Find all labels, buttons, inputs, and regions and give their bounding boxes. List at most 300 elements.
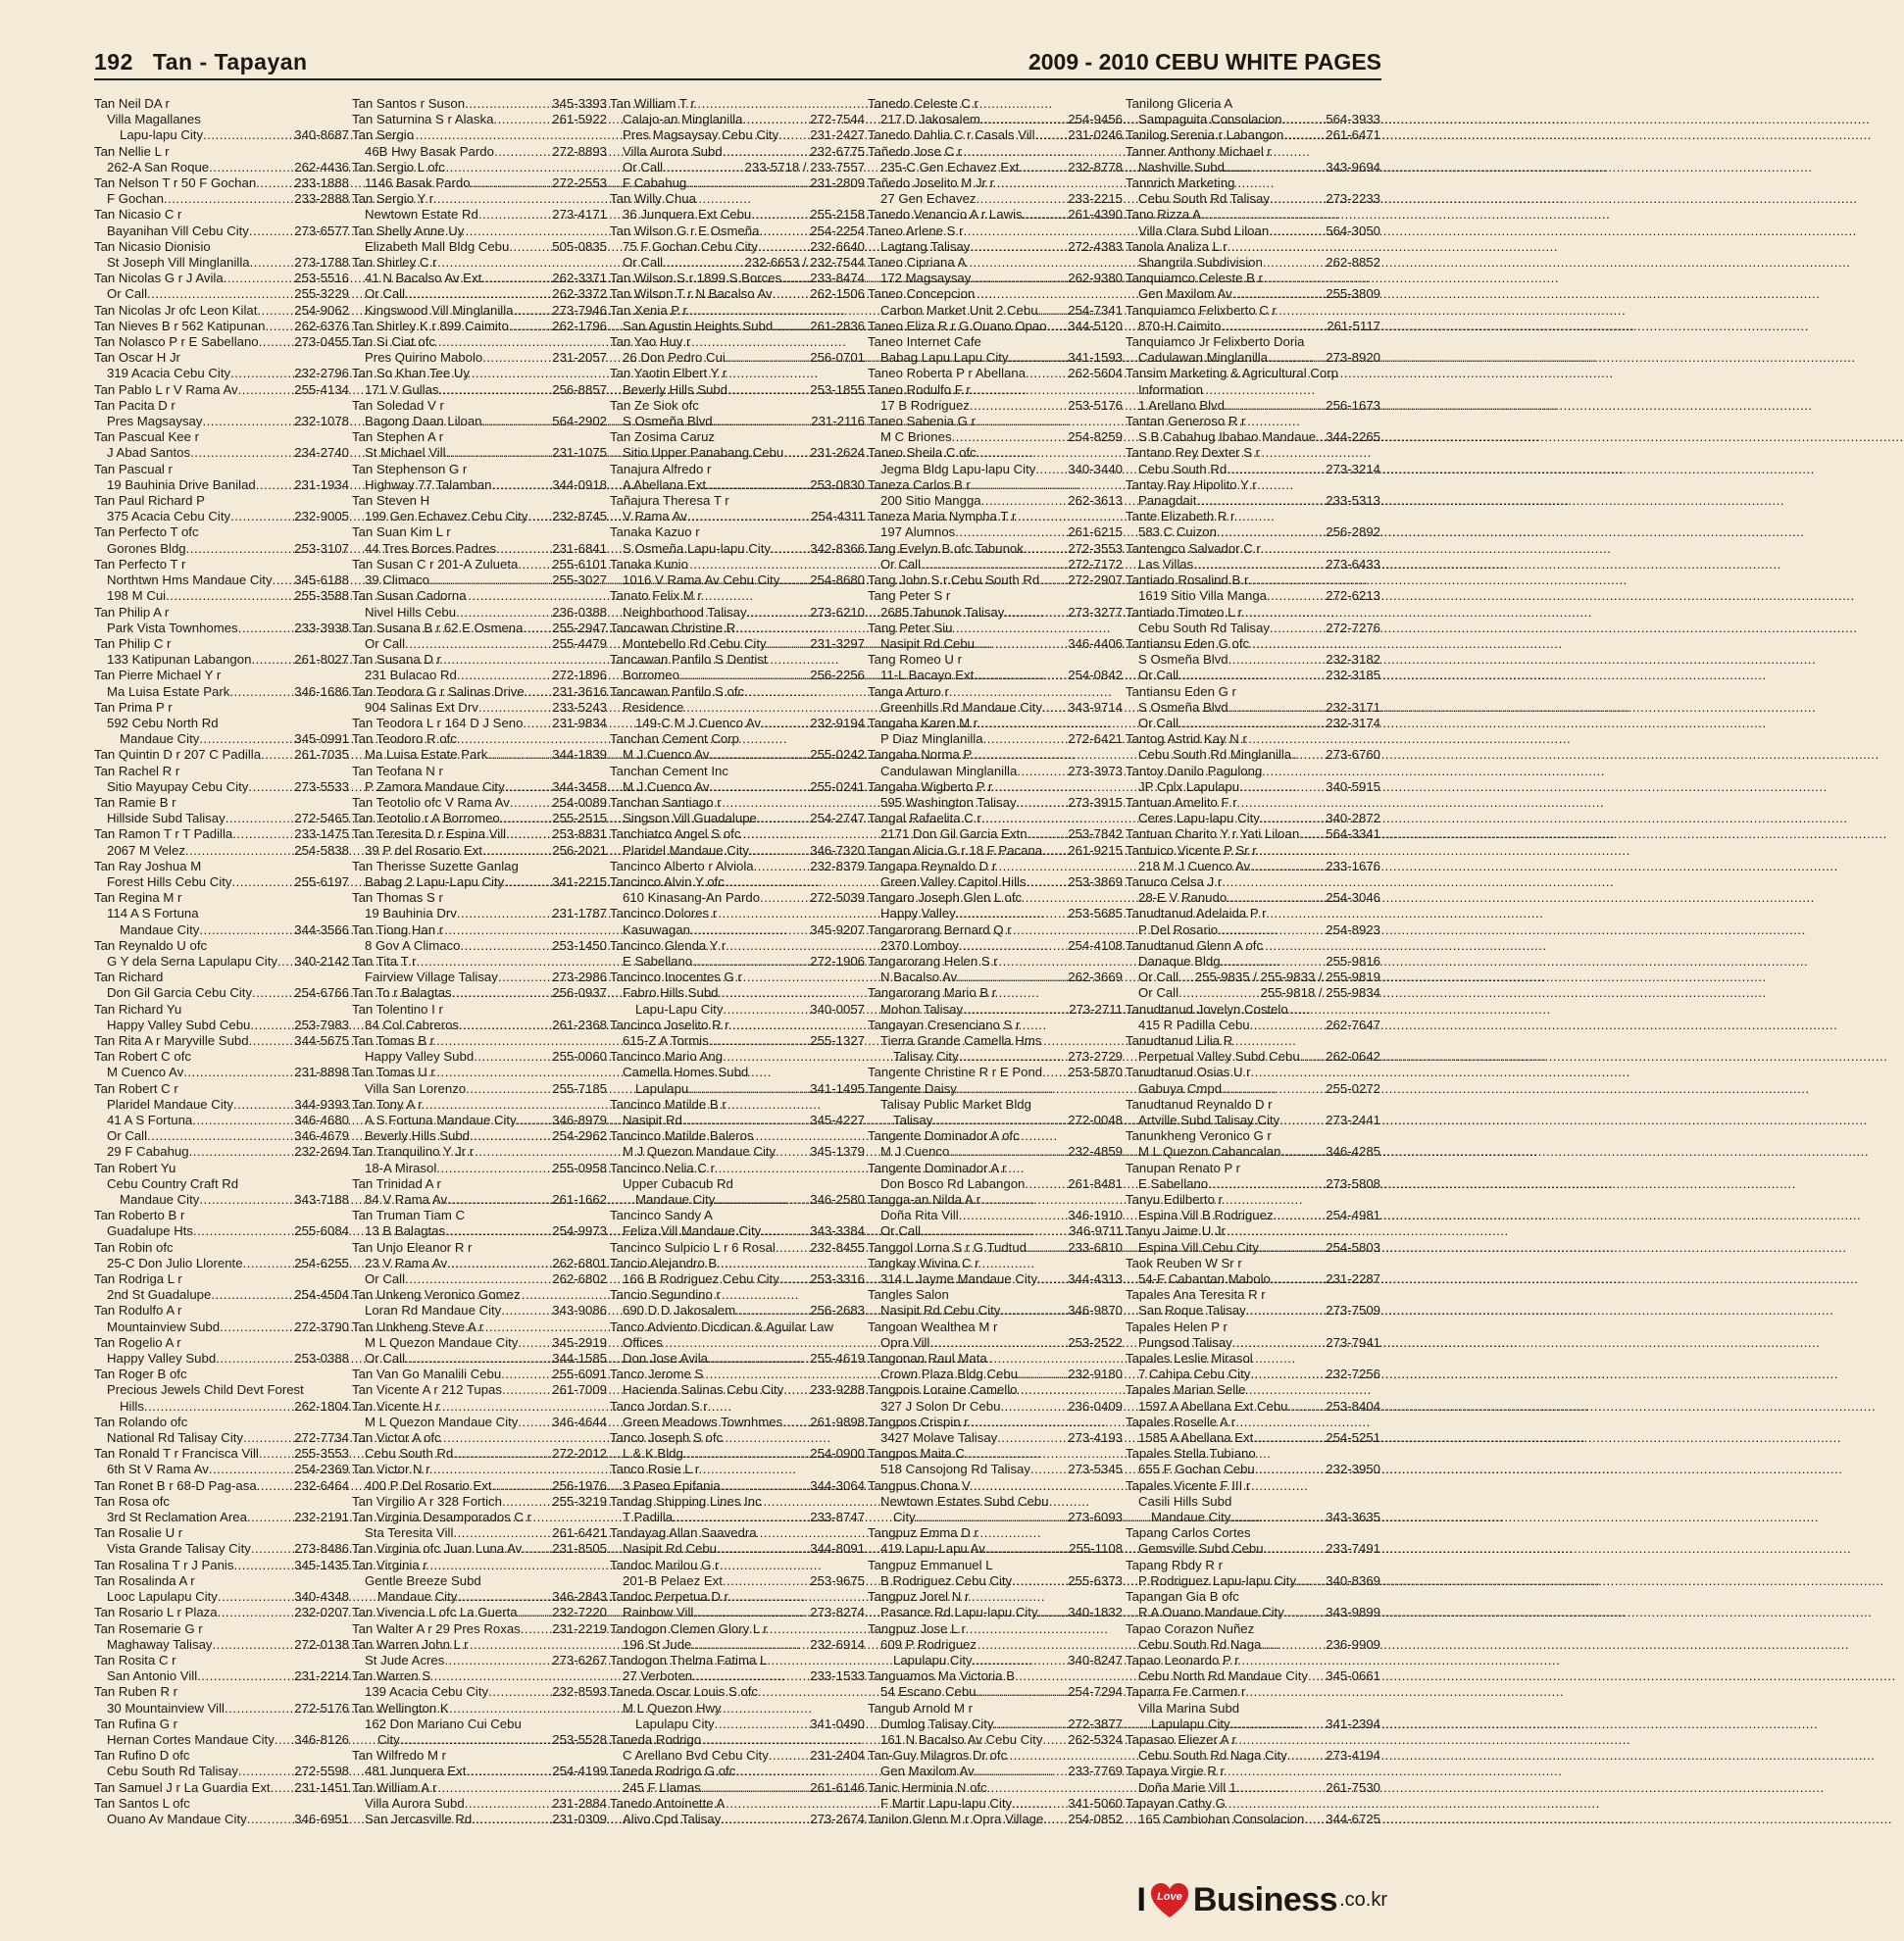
dot-leader [250, 255, 295, 271]
listing-entry [610, 160, 865, 175]
listing-name: Tan-Guy Milagros Dr ofc [868, 1748, 1008, 1764]
listing-entry [94, 985, 349, 1001]
listing-name: Tan Prima P r [94, 699, 173, 715]
listing-name: 133 Katipunan Labangon [107, 652, 252, 668]
listing-name: Tan Teofana N r [352, 763, 443, 778]
phone-number: 253-3107 [294, 540, 349, 556]
footer-logo [1136, 1881, 1387, 1919]
listing-name: Tangga-an Nilda A r [868, 1192, 981, 1208]
phone-number: 255-0060 [552, 1049, 607, 1065]
listing-name: Lapu-Lapu City [635, 1001, 724, 1017]
listing-name: Tangub Arnold M r [868, 1700, 974, 1716]
listing-entry [868, 1335, 1123, 1351]
phone-number: 232-9194 [810, 715, 865, 730]
phone-number: 272-5176 [294, 1700, 349, 1716]
phone-number: 254-0842 [1068, 668, 1123, 683]
listing-name: 75 F Gochan Cebu City [623, 238, 758, 254]
dot-leader [1269, 224, 1326, 239]
listing-entry [94, 874, 349, 890]
listing-entry [94, 303, 349, 319]
listing-name: 46B Hwy Basak Pardo [365, 143, 494, 159]
listing-name: Tangal Rafaelita C r [868, 811, 981, 826]
listing-columns [94, 96, 1384, 1874]
phone-number: 261-7530 [1326, 1779, 1380, 1795]
listing-name: Happy Valley Subd Cebu [107, 1017, 251, 1032]
listing-name: Sitio Mayupay Cebu City [107, 778, 249, 794]
listing-name: Tan Vicente H r [352, 1398, 440, 1414]
listing-column-4 [868, 96, 1126, 1874]
listing-entry [94, 541, 349, 557]
phone-number: 273-7941 [1326, 1334, 1380, 1350]
listing-name: Tapales Roselle A r [1126, 1414, 1236, 1429]
listing-entry [352, 1018, 607, 1033]
listing-name: Tangapa Reynaldo D r [868, 858, 997, 873]
listing-entry [610, 239, 865, 255]
listing-name: Tan Victor N r [352, 1462, 430, 1477]
listing-name: Tan Van Go Manalili Cebu [352, 1367, 502, 1382]
phone-number: 342-8366 [810, 540, 865, 556]
listing-entry [610, 779, 865, 795]
listing-entry [94, 477, 349, 493]
listing-name: 139 Acacia Cebu City [365, 1684, 489, 1700]
phone-number: 236-9909 [1326, 1636, 1380, 1652]
phone-number: 255-0241 [810, 778, 865, 794]
listing-entry [352, 811, 607, 826]
listing-name: Tangpois Loraine Camello [868, 1382, 1018, 1398]
phone-number: 232-3171 [1326, 699, 1380, 715]
phone-number: 341-1593 [1068, 350, 1123, 366]
listing-name: 200 Sitio Mangga [880, 493, 981, 509]
dot-leader [482, 843, 552, 859]
listing-name: City [893, 1510, 916, 1525]
dot-leader [445, 1223, 552, 1239]
listing-entry [868, 462, 1123, 477]
dot-leader [238, 1764, 294, 1779]
dot-leader [230, 366, 294, 381]
dot-leader [251, 1541, 294, 1557]
listing-entry [1126, 1510, 1380, 1525]
phone-number: 232-6640 [810, 238, 865, 254]
listing-name: Northtwn Hms Mandaue City [107, 572, 273, 588]
dot-leader [776, 1144, 810, 1160]
listing-entry [1126, 1335, 1380, 1351]
dot-leader [273, 572, 295, 588]
listing-entry [352, 1303, 607, 1319]
listing-entry [610, 445, 865, 461]
listing-name: Don Gil Garcia Cebu City [107, 985, 253, 1001]
dot-leader [144, 1399, 294, 1415]
listing-name: Taneo Sabenia G r [868, 414, 976, 429]
listing-name: Tan Nicasio C r [94, 207, 182, 223]
listing-name: Tancinco Joselito R r [610, 1017, 729, 1032]
listing-name: 1146 Basak Pardo [365, 175, 471, 191]
phone-number: 253-3869 [1068, 873, 1123, 889]
listing-entry [94, 175, 349, 191]
listing-name: 375 Acacia Cebu City [107, 509, 231, 524]
phone-number: 340-1832 [1068, 1605, 1123, 1620]
phone-number: 273-5345 [1068, 1462, 1123, 1477]
listing-name: Or Call [365, 1271, 406, 1287]
listing-name: Tancinco Mario Ang [610, 1049, 724, 1065]
listing-entry [352, 1081, 607, 1097]
listing-name: Or Call [1138, 715, 1179, 730]
dot-leader [1274, 1208, 1327, 1223]
listing-name: 27 Gen Echavez [880, 191, 977, 207]
dot-leader [715, 1192, 810, 1208]
listing-name: L & K Bldg [623, 1446, 683, 1462]
listing-name: Or Call [623, 255, 664, 271]
listing-entry [1126, 1605, 1380, 1620]
listing-name: Taneo Concepcion [868, 286, 976, 302]
listing-name: Calajo-an Minglanilla [623, 112, 743, 127]
listing-entry [868, 350, 1123, 366]
dot-leader [773, 286, 811, 302]
listing-entry [94, 1462, 349, 1477]
listing-entry [610, 716, 865, 731]
phone-number: 343-7188 [294, 1192, 349, 1208]
listing-name: Taok Reuben W Sr r [1126, 1255, 1242, 1270]
listing-name: Or Call [107, 1128, 148, 1144]
dot-leader [758, 239, 810, 255]
dot-leader [459, 1018, 552, 1033]
listing-entry [1126, 1541, 1380, 1557]
listing-name: Tan Teresita D r Espina Vill [352, 826, 507, 842]
listing-name: Candulawan Minglanilla [880, 763, 1018, 778]
dot-leader [769, 1748, 810, 1764]
dot-leader [509, 319, 552, 334]
listing-name: Tanco Rosie L r [610, 1462, 700, 1477]
listing-name: Tanchan Cement Inc [610, 763, 728, 778]
listing-entry [1126, 1208, 1380, 1223]
phone-number: 231-2624 [810, 445, 865, 461]
dot-leader [742, 112, 810, 127]
listing-entry [1126, 779, 1380, 795]
listing-name: 690 D D Jakosalem [623, 1303, 736, 1319]
phone-number: 261-6471 [1326, 127, 1380, 143]
listing-name: Taneo Sheila C ofc [868, 445, 977, 461]
phone-number: 254-2369 [294, 1462, 349, 1477]
listing-entry [94, 1764, 349, 1779]
listing-name: Tan Rachel R r [94, 763, 180, 778]
phone-number: 254-9456 [1068, 112, 1123, 127]
dot-leader [1230, 1717, 1327, 1732]
listing-entry [1126, 668, 1380, 683]
phone-number: 233-1676 [1326, 858, 1380, 873]
listing-entry [352, 557, 607, 572]
dot-leader [493, 112, 552, 127]
listing-name: A Abellana Ext [623, 476, 707, 492]
dot-leader [1263, 255, 1326, 271]
dot-leader [1270, 191, 1326, 207]
listing-name: Nivel Hills Cebu [365, 604, 457, 620]
phone-number: 261-4390 [1068, 207, 1123, 223]
listing-name: N Bacalso Av [880, 970, 958, 985]
listing-name: Tapaya Virgie R r [1126, 1764, 1225, 1779]
phone-number: 231-2057 [552, 350, 607, 366]
dot-leader [523, 621, 552, 636]
listing-entry [610, 255, 865, 271]
phone-number: 341-1495 [810, 1080, 865, 1096]
listing-name: Tan Rosario L r Plaza [94, 1605, 218, 1620]
listing-name: Tano Rizza A [1126, 207, 1201, 223]
phone-number: 254-8680 [810, 572, 865, 588]
listing-name: Tanchan Cement Corp [610, 731, 739, 747]
listing-name: Babag Lapu Lapu City [880, 350, 1009, 366]
listing-name: Tapales Leslie Mirasol [1126, 1351, 1253, 1367]
listing-entry [94, 1144, 349, 1160]
listing-name: 231 Bulacao Rd [365, 668, 457, 683]
dot-leader [959, 1049, 1069, 1065]
phone-number: 233-1888 [294, 175, 349, 191]
listing-entry [1126, 429, 1380, 445]
phone-number: 345-0991 [294, 731, 349, 747]
phone-number: 231-1451 [294, 1779, 349, 1795]
listing-name: Tan Roberto B r [94, 1208, 185, 1223]
listing-entry [868, 1144, 1123, 1160]
listing-entry [868, 1049, 1123, 1065]
phone-number: 564-3341 [1326, 826, 1380, 842]
listing-entry [94, 826, 349, 842]
header-left [94, 49, 308, 78]
listing-name: Taneza Maria Nympha T r [868, 509, 1017, 524]
dot-leader [250, 1018, 294, 1033]
dot-leader [232, 874, 295, 890]
dot-leader [1227, 890, 1326, 906]
listing-name: Tangente Dominador A r [868, 1160, 1007, 1175]
phone-number: 273-6760 [1326, 747, 1380, 763]
dot-leader [261, 747, 294, 763]
listing-entry [868, 1176, 1123, 1192]
phone-number: 272-5039 [810, 890, 865, 906]
listing-name: Tangpuz Jorel N r [868, 1589, 970, 1605]
listing-name: Tapao Leonardo P r [1126, 1652, 1239, 1667]
dot-leader [761, 716, 810, 731]
listing-entry [610, 605, 865, 621]
phone-number: 232-8745 [552, 509, 607, 524]
listing-name: Beverly Hills Subd [365, 1128, 471, 1144]
dot-leader [1038, 1605, 1069, 1620]
dot-leader [190, 445, 294, 461]
listing-entry [352, 1415, 607, 1430]
listing-name: 400 P Del Rosario Ext [365, 1477, 492, 1493]
listing-entry [610, 1271, 865, 1287]
phone-number: 253-1450 [552, 937, 607, 953]
listing-entry [94, 255, 349, 271]
dot-leader [259, 334, 295, 350]
phone-number: 273-3973 [1068, 763, 1123, 778]
page-number: 192 [94, 49, 133, 75]
listing-entry [94, 1223, 349, 1239]
listing-entry [610, 811, 865, 826]
listing-entry [352, 700, 607, 716]
listing-entry [610, 319, 865, 334]
phone-number: 273-6577 [294, 223, 349, 238]
dot-leader [504, 874, 552, 890]
listing-name: Tangpos Maita C [868, 1446, 965, 1462]
listing-name: San Jercasville Rd [365, 1811, 473, 1826]
phone-number: 256-2683 [810, 1303, 865, 1319]
listing-name: Newtown Estate Rd [365, 207, 478, 223]
listing-name: 13 B Balagtas [365, 1223, 446, 1239]
listing-entry [610, 127, 865, 143]
phone-number: 273-8920 [1326, 350, 1380, 366]
phone-number: 232-3950 [1326, 1462, 1380, 1477]
listing-entry [352, 1764, 607, 1779]
listing-name: Tan Teodora G r Salinas Drive [352, 683, 525, 699]
listing-name: Tanilong Gliceria A [1126, 96, 1233, 111]
listing-entry [868, 1208, 1123, 1223]
listing-name: Tan Tiong Han r [352, 921, 444, 937]
phone-number: 231-9834 [552, 715, 607, 730]
phone-number: 272-0048 [1068, 1113, 1123, 1127]
phone-number: 232-7220 [552, 1605, 607, 1620]
dot-leader [494, 144, 552, 160]
phone-number: 261-9215 [1068, 842, 1123, 858]
listing-name: Tan Yao Huy r [610, 334, 691, 350]
dot-leader [501, 1303, 552, 1319]
listing-entry [352, 382, 607, 398]
listing-name: 44 Tres Borces Padres [365, 540, 497, 556]
listing-entry [352, 144, 607, 160]
listing-name: Tan Tomas U r [352, 1065, 435, 1080]
dot-leader [767, 636, 811, 652]
listing-name: Tan Warren S [352, 1668, 431, 1684]
listing-entry [94, 922, 349, 938]
listing-entry [94, 271, 349, 286]
dot-leader [521, 1621, 553, 1637]
listing-name: Nasipit Rd [623, 1113, 682, 1127]
listing-entry [94, 588, 349, 604]
dot-leader [197, 1668, 294, 1684]
listing-entry [868, 1113, 1123, 1128]
phone-number: 505-0835 [552, 238, 607, 254]
dot-leader [1026, 366, 1068, 381]
phone-number: 262-1506 [810, 286, 865, 302]
listing-name: Tan Tita T r [352, 953, 417, 969]
listing-name: St Jude Acres [365, 1652, 445, 1667]
listing-name: 2370 Lomboy [880, 937, 959, 953]
phone-number: 344-0918 [552, 476, 607, 492]
listing-name: Tangonan Raul Mata [868, 1351, 987, 1367]
listing-name: 615-Z A Tormis [623, 1032, 709, 1048]
listing-entry [1126, 112, 1380, 127]
listing-entry [94, 191, 349, 207]
listing-name: Lapulapu City [635, 1716, 715, 1731]
listing-name: Tapales Vicente F III r [1126, 1477, 1251, 1493]
listing-name: Ma Luisa Estate Park [365, 747, 488, 763]
listing-name: Lagtang Talisay [880, 238, 971, 254]
listing-entry [868, 160, 1123, 175]
listing-name: Cebu South Rd Talisay [1138, 191, 1270, 207]
phone-number: 236-0409 [1068, 1398, 1123, 1414]
dot-leader [723, 1002, 810, 1018]
phone-number: 272-2012 [552, 1446, 607, 1462]
listing-name: Tantan Generoso R r [1126, 414, 1246, 429]
listing-name: 245 F Llamas [623, 1779, 701, 1795]
listing-address: Villa Magallanes [107, 112, 201, 127]
listing-name: Tanga Arturo r [868, 683, 949, 699]
listing-entry [868, 557, 1123, 572]
dot-leader [192, 1113, 294, 1128]
phone-number: 232-0207 [294, 1605, 349, 1620]
phone-number: 261-7035 [294, 747, 349, 763]
listing-name: Tan Roger B ofc [94, 1367, 187, 1382]
phone-number: 254-2747 [810, 811, 865, 826]
listing-entry [94, 1430, 349, 1446]
listing-name: Tangaro Joseph Glen L ofc [868, 890, 1023, 906]
listing-entry [1126, 1780, 1380, 1796]
listing-name: 2171 Don Gil Garcia Extn [880, 826, 1027, 842]
listing-name: National Rd Talisay City [107, 1430, 244, 1446]
listing-name: Crown Plaza Bldg Cebu [880, 1367, 1019, 1382]
dot-leader [708, 1351, 810, 1367]
listing-entry [868, 1462, 1123, 1477]
listing-name: 198 M Cui [107, 588, 167, 604]
dot-leader [971, 271, 1068, 286]
listing-entry [1126, 922, 1380, 938]
dot-leader [1221, 954, 1327, 970]
listing-name: Tandogon Thelma Fatima L [610, 1652, 768, 1667]
phone-number: 340-4348 [294, 1589, 349, 1605]
dot-leader [779, 572, 810, 588]
dot-leader [218, 1589, 294, 1605]
listing-name: Tanner Anthony Michael r [1126, 143, 1272, 159]
dot-leader [773, 319, 810, 334]
listing-entry [94, 1589, 349, 1605]
listing-name: Tan Virginia r [352, 1557, 427, 1572]
listing-name: Ouano Av Mandaue City [107, 1811, 247, 1826]
listing-entry [352, 477, 607, 493]
listing-name: Maghaway Talisay [107, 1636, 213, 1652]
listing-name: Tang Peter Siu [868, 620, 953, 635]
listing-name: Tanyu Edilberto r [1126, 1192, 1223, 1208]
listing-name: Tandoc Marilou G r [610, 1557, 720, 1572]
listing-name: Rainbow Vill [623, 1605, 694, 1620]
dot-leader [496, 541, 552, 557]
listing-name: Tanco Adviento Dicdican & Aguilar Law [610, 1319, 833, 1334]
listing-name: 54-F Cabantan Mabolo [1138, 1271, 1271, 1287]
phone-number: 254-0089 [552, 794, 607, 810]
listing-name: Tan Pascual r [94, 461, 173, 476]
listing-name: Tan Saturnina S r Alaska [352, 112, 494, 127]
dot-leader [514, 303, 553, 319]
listing-entry [868, 1812, 1123, 1827]
listing-name: S Osmeña Blvd [1138, 652, 1228, 668]
listing-name: Tan Richard [94, 970, 164, 985]
dot-leader [1287, 1748, 1327, 1764]
listing-name: 610 Kinasang-An Pardo [623, 890, 761, 906]
phone-number: 261-7009 [552, 1382, 607, 1398]
listing-name: Talisay [893, 1113, 933, 1127]
listing-entry [610, 1717, 865, 1732]
listing-entry [94, 1510, 349, 1525]
dot-leader [687, 509, 812, 524]
listing-name: Tan Ramie B r [94, 794, 176, 810]
listing-name: Tangaha Wigberto P r [868, 778, 993, 794]
listing-name: Tan Santos r Suson [352, 96, 466, 111]
phone-number: 261-5922 [552, 112, 607, 127]
dot-leader [1217, 524, 1326, 540]
dot-leader [275, 1732, 294, 1748]
dot-leader [779, 1271, 810, 1287]
dot-leader [686, 175, 810, 191]
listing-name: 84 Col Cabreros [365, 1017, 460, 1032]
phone-number: 346-1686 [294, 683, 349, 699]
dot-leader [1035, 127, 1069, 143]
dot-leader [525, 684, 553, 700]
listing-entry [94, 843, 349, 859]
phone-number: 272-4383 [1068, 238, 1123, 254]
